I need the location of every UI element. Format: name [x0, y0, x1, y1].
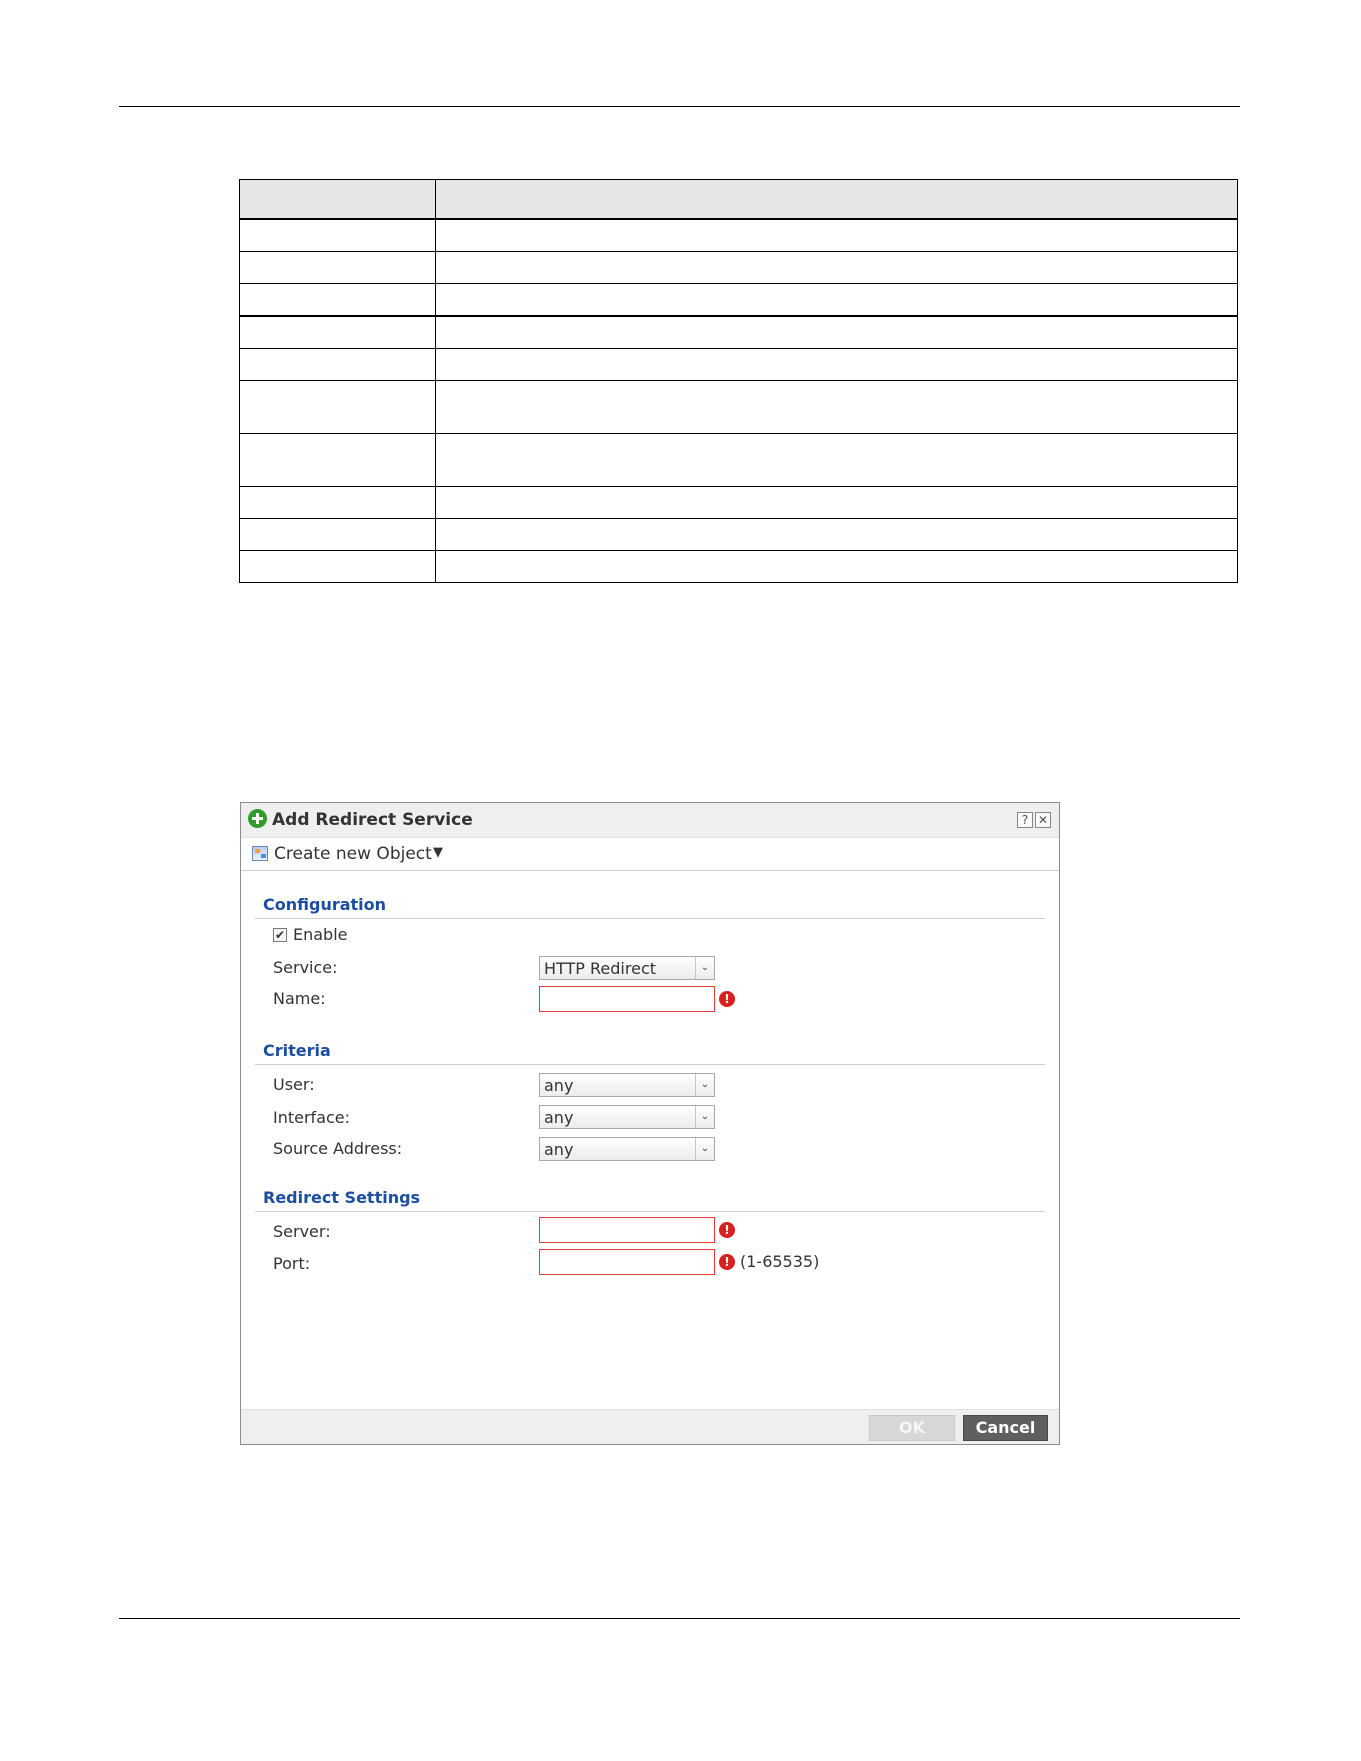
section-title-criteria: Criteria	[263, 1041, 331, 1060]
table-cell	[240, 349, 436, 381]
error-icon: !	[719, 991, 735, 1007]
service-select[interactable]	[539, 956, 715, 980]
doc-table-header-cell	[436, 180, 1238, 220]
table-cell	[436, 519, 1238, 551]
dialog-titlebar[interactable]	[241, 803, 1059, 838]
create-new-object-menu[interactable]: Create new Object	[274, 844, 432, 864]
user-label: User:	[273, 1075, 315, 1094]
enable-checkbox[interactable]: ✔	[274, 928, 286, 942]
table-cell	[240, 434, 436, 487]
service-label: Service:	[273, 958, 338, 977]
section-divider	[255, 1064, 1045, 1065]
port-range-hint: (1-65535)	[740, 1252, 820, 1271]
chevron-down-icon[interactable]: ⌄	[695, 1138, 714, 1160]
table-row	[240, 252, 1238, 284]
table-row	[240, 349, 1238, 381]
table-row	[240, 487, 1238, 519]
chevron-down-icon[interactable]: ⌄	[695, 957, 714, 979]
doc-table-header-cell	[240, 180, 436, 220]
table-row	[240, 434, 1238, 487]
doc-table-header	[240, 180, 1238, 220]
table-cell	[240, 381, 436, 434]
table-row	[240, 381, 1238, 434]
table-cell	[436, 551, 1238, 583]
close-button[interactable]: ✕	[1035, 812, 1051, 828]
table-cell	[436, 284, 1238, 317]
port-label: Port:	[273, 1254, 311, 1273]
chevron-down-icon[interactable]: ⌄	[695, 1074, 714, 1096]
user-select[interactable]	[539, 1073, 715, 1097]
source-address-label: Source Address:	[273, 1139, 403, 1158]
chevron-down-icon[interactable]: ⌄	[695, 1106, 714, 1128]
dialog-footer	[241, 1409, 1059, 1444]
doc-table	[239, 179, 1238, 583]
error-icon: !	[719, 1222, 735, 1238]
name-label: Name:	[273, 989, 326, 1008]
table-cell	[240, 284, 436, 317]
source-address-select[interactable]	[539, 1137, 715, 1161]
table-row	[240, 219, 1238, 252]
table-cell	[436, 219, 1238, 252]
table-cell	[436, 381, 1238, 434]
source-address-select-value: any	[544, 1140, 574, 1159]
page-footer-rule	[119, 1618, 1240, 1619]
table-row	[240, 551, 1238, 583]
ok-button[interactable]: OK	[869, 1415, 955, 1441]
server-label: Server:	[273, 1222, 331, 1241]
chevron-down-icon[interactable]: ▼	[433, 845, 443, 860]
error-icon: !	[719, 1254, 735, 1270]
dialog-toolbar	[241, 838, 1059, 871]
table-row	[240, 519, 1238, 551]
name-input[interactable]	[539, 986, 715, 1012]
page-header-rule	[119, 106, 1240, 107]
help-button[interactable]: ?	[1017, 812, 1033, 828]
interface-select-value: any	[544, 1108, 574, 1127]
table-cell	[240, 316, 436, 349]
user-select-value: any	[544, 1076, 574, 1095]
section-title-redirect-settings: Redirect Settings	[263, 1188, 421, 1207]
table-cell	[436, 349, 1238, 381]
section-title-configuration: Configuration	[263, 895, 387, 914]
enable-label[interactable]: Enable	[293, 925, 348, 944]
table-cell	[436, 316, 1238, 349]
table-cell	[436, 434, 1238, 487]
table-cell	[240, 252, 436, 284]
port-input[interactable]	[539, 1249, 715, 1275]
create-object-icon[interactable]	[252, 846, 268, 861]
section-divider	[255, 1211, 1045, 1212]
interface-label: Interface:	[273, 1108, 351, 1127]
add-redirect-service-dialog	[240, 802, 1060, 1445]
table-cell	[240, 551, 436, 583]
table-row	[240, 316, 1238, 349]
interface-select[interactable]	[539, 1105, 715, 1129]
table-cell	[240, 519, 436, 551]
table-cell	[240, 219, 436, 252]
section-divider	[255, 918, 1045, 919]
table-cell	[240, 487, 436, 519]
table-cell	[436, 252, 1238, 284]
server-input[interactable]	[539, 1217, 715, 1243]
add-circle-icon	[248, 809, 267, 828]
table-row	[240, 284, 1238, 317]
dialog-title: Add Redirect Service	[272, 810, 473, 830]
table-cell	[436, 487, 1238, 519]
service-select-value: HTTP Redirect	[544, 959, 657, 978]
cancel-button[interactable]: Cancel	[963, 1415, 1048, 1441]
